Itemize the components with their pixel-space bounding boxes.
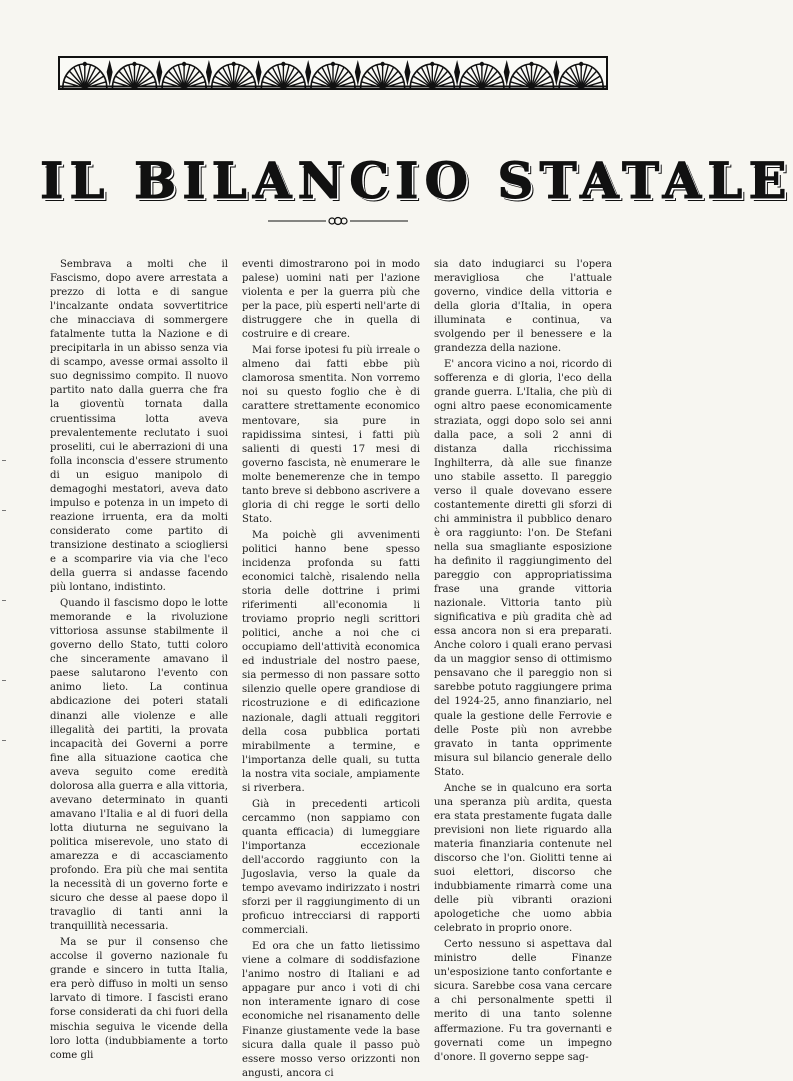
article-body — [50, 258, 612, 898]
paragraph: E' ancora vicino a noi, ricordo di sofferenza e di gloria, l'eco della grande guerra. L'Italia, che più di ogni altro paese economicamente straziata, oggi dopo solo sei anni dalla pace, a soli 2 anni di distanza dalla ricchissima Inghilterra, dà alle sue finanze uno stabile assetto. Il pareggio verso il quale dovevano essere costantemente diretti gli sforzi di chi amministra il pubblico denaro è ora raggiunto: l'on. De Stefani nella sua smagliante esposizione ha definito il raggiungimento del pareggio con appropriatissima frase una grande vittoria nazionale. Vittoria tanto più significativa e più gradita chè ad essa ancora non si era preparati. Anche coloro i quali erano pervasi da un maggior senso di ottimismo pensavano che il pareggio non si sarebbe potuto raggiungere prima del 1924-25, anno finanziario, nel quale la gestione delle Ferrovie e delle Poste più non avrebbe gravato in tanta opprimente misura sul bilancio generale dello Stato. — [434, 358, 612, 779]
paragraph: Già in precedenti articoli cercammo (non sappiamo con quanta efficacia) di lumeggiare l'importanza eccezionale dell'accordo raggiunto con la Jugoslavia, verso la quale da tempo avevamo indirizzato i nostri sforzi per il raggiungimento di un proficuo intrecciarsi di rapporti commerciali. — [242, 798, 420, 938]
paragraph: Ma poichè gli avvenimenti politici hanno bene spesso incidenza profonda su fatti economici talchè, risalendo nella storia delle dottrine i primi riferimenti all'economia li troviamo proprio negli scrittori politici, anche a noi che ci occupiamo dell'attività economica ed industriale del nostro paese, sia permesso di non passare sotto silenzio quelle opere grandiose di ricostruzione e di edificazione nazionale, dagli attuali reggitori della cosa pubblica portati mirabilmente a termine, e l'importanza delle quali, su tutta la nostra vita sociale, ampiamente si riverbera. — [242, 529, 420, 796]
paragraph: Ma se pur il consenso che accolse il governo nazionale fu grande e sincero in tutta Italia, era però diffuso in molti un senso larvato di timore. I fascisti erano forse considerati da chi fuori della mischia seguiva le vicende della loro lotta (indubbiamente a torto come gli — [50, 936, 228, 1062]
paragraph: Mai forse ipotesi fu più irreale o almeno dai fatti ebbe più clamorosa smentita. Non vorremo noi su questo foglio che è di carattere strettamente economico mentovare, sia pure in rapidissima sintesi, i fatti più salienti di questi 17 mesi di governo fascista, nè enumerare le molte benemerenze che in tempo tanto breve si debbono ascrivere a gloria di chi regge le sorti dello Stato. — [242, 344, 420, 527]
column-2 — [242, 258, 420, 898]
paragraph: Certo nessuno si aspettava dal ministro delle Finanze un'esposizione tanto confortante e sicura. Sarebbe cosa vana cercare a chi personalmente spetti il merito di una tanto solenne affermazione. Fu tra governanti e governati come un impegno d'onore. Il governo seppe sag- — [434, 938, 612, 1064]
paragraph: Ed ora che un fatto lietissimo viene a colmare di soddisfazione l'animo nostro di Italiani e ad appagare pur anco i voti di chi non interamente ignaro di cose economiche nel risanamento delle Finanze giustamente vede la base sicura dalla quale il passo può essere mosso verso orizzonti non angusti, ancora ci — [242, 940, 420, 1080]
divider-ornament-icon — [268, 214, 408, 228]
paragraph: eventi dimostrarono poi in modo palese) uomini nati per l'azione violenta e per la guerra più che per la pace, più esperti nell'arte di distruggere che in quella di costruire e di creare. — [242, 258, 420, 342]
art-deco-banner-icon — [58, 56, 608, 90]
column-1 — [50, 258, 228, 898]
page-edge-marks — [0, 40, 8, 900]
column-3 — [434, 258, 612, 898]
paragraph: Sembrava a molti che il Fascismo, dopo avere arrestata a prezzo di lotta e di sangue l'incalzante ondata sovvertitrice che minacciava di sommergere fatalmente tutta la Nazione e di precipitarla in un abisso senza via di scampo, avesse ormai assolto il suo degnissimo compito. Il nuovo partito nato dalla guerra che fra la gioventù tornata dalla cruentissima lotta aveva prevalentemente reclutato i suoi proseliti, cui le aberrazioni di una folla inconscia d'essere strumento di un esiguo manipolo di demagoghi mestatori, aveva dato impulso e potenza in un impeto di reazione irruenta, era da molti considerato come partito di transizione destinato a sciogliersi e a scomparire via via che l'eco della guerra si andasse facendo più lontano, indistinto. — [50, 258, 228, 595]
article-title: IL BILANCIO STATALE — [40, 150, 618, 212]
paragraph: sia dato indugiarci su l'opera meravigliosa che l'attuale governo, vindice della vittoria e della gloria d'Italia, in opera illuminata e continua, va svolgendo per il benessere e la grandezza della nazione. — [434, 258, 612, 356]
paragraph: Quando il fascismo dopo le lotte memorande e la rivoluzione vittoriosa assunse stabilmente il governo dello Stato, tutti coloro che sinceramente amavano il paese salutarono l'evento con animo lieto. La continua abdicazione dei poteri statali dinanzi alle violenze e alle illegalità dei partiti, la provata incapacità dei Governi a porre fine alla situazione caotica che aveva seguito come eredità dolorosa alla guerra e alla vittoria, avevano determinato in quanti amavano l'Italia e al di fuori della lotta diuturna ne seguivano la politica miserevole, uno stato di amarezza e di accasciamento profondo. Era più che mai sentita la necessità di un governo forte e sicuro che desse al paese dopo il travaglio di tanti anni la tranquillità necessaria. — [50, 597, 228, 934]
paragraph: Anche se in qualcuno era sorta una speranza più ardita, questa era stata prestamente fugata dalle previsioni non liete riguardo alla materia finanziaria contenute nel discorso che l'on. Giolitti tenne ai suoi elettori, discorso che indubbiamente rimarrà come una delle più vibranti orazioni apologetiche che uomo abbia celebrato in proprio onore. — [434, 782, 612, 937]
